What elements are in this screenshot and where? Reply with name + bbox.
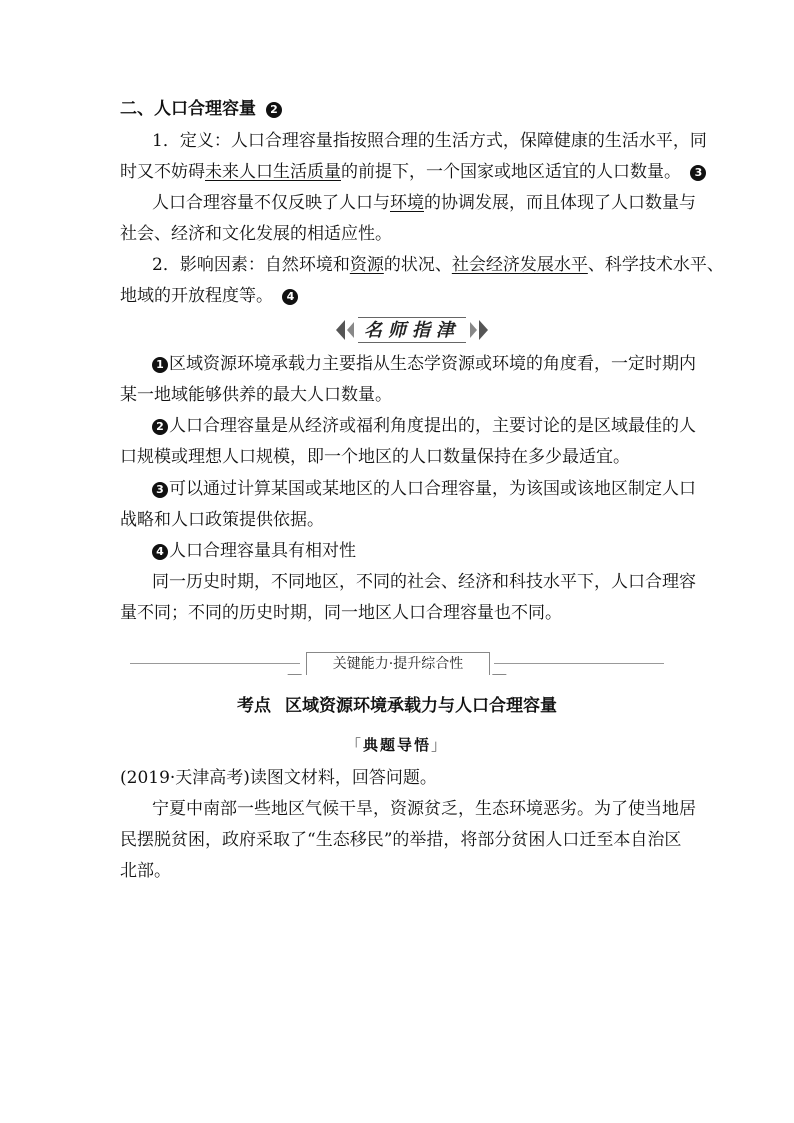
tip-line: 量不同；不同的历史时期，同一地区人口合理容量也不同。: [120, 603, 562, 623]
underlined-term: 未来人口生活质量: [205, 162, 341, 182]
factors-line: [152, 254, 724, 276]
text-span: 人口合理容量是从经济或福利角度提出的，主要讨论的是区域最佳的人: [169, 416, 696, 436]
text-span: 区域资源环境承载力主要指从生态学资源或环境的角度看，一定时期内: [169, 354, 696, 374]
text-span: 的状况、: [383, 255, 452, 275]
tip-line: [152, 353, 712, 375]
text-span: 人口合理容量不仅反映了人口与: [152, 193, 390, 213]
example-heading: [0, 735, 794, 755]
right-arrow-icon: [479, 320, 488, 340]
divider-rule: [494, 663, 664, 664]
text-span: 、科学技术水平、: [587, 255, 724, 275]
section-heading: [120, 98, 680, 120]
section-divider: [130, 652, 664, 674]
note-marker-4: 4: [282, 289, 298, 305]
note-marker-4: 4: [152, 544, 168, 560]
tip-line: [152, 478, 712, 500]
text-span: 可以通过计算某国或某地区的人口合理容量，为该国或该地区制定人口: [169, 479, 696, 499]
note-marker-2: 2: [152, 419, 168, 435]
factors-line: [120, 285, 680, 307]
text-span: 的前提下，一个国家或地区适宜的人口数量。: [341, 162, 681, 182]
exam-point-prefix: 考点: [237, 696, 271, 716]
text-span: 时又不妨碍: [120, 162, 205, 182]
tip-line: 战略和人口政策提供依据。: [120, 510, 324, 530]
left-arrow-icon: [347, 322, 354, 338]
exam-point-heading: [0, 695, 794, 717]
bracket-open: 「: [345, 736, 363, 754]
divider-label: 关键能力·提升综合性: [306, 652, 490, 675]
note-marker-3: 3: [152, 482, 168, 498]
paragraph-line: 社会、经济和文化发展的相适应性。: [120, 224, 392, 244]
tip-line: [152, 415, 712, 437]
underlined-term: 资源: [349, 255, 384, 275]
definition-line: [120, 161, 703, 183]
text-span: 人口合理容量具有相对性: [169, 541, 356, 561]
right-arrow-icon: [470, 322, 477, 338]
example-heading-title: 典题导悟: [362, 736, 431, 754]
question-line: 北部。: [120, 861, 171, 881]
exam-point-title: 区域资源环境承载力与人口合理容量: [285, 696, 557, 716]
tip-line: 口规模或理想人口规模，即一个地区的人口数量保持在多少最适宜。: [120, 447, 630, 467]
teacher-tips-banner: [336, 316, 488, 344]
definition-line: 1．定义：人口合理容量指按照合理的生活方式，保障健康的生活水平，同: [152, 131, 707, 151]
text-span: 地域的开放程度等。: [120, 286, 273, 306]
underlined-term: 环境: [390, 193, 424, 213]
divider-rule: [130, 663, 300, 664]
bracket-close: 」: [431, 736, 449, 754]
note-marker-1: 1: [152, 357, 168, 373]
tip-line: [152, 540, 712, 562]
tip-line: 某一地域能够供养的最大人口数量。: [120, 385, 392, 405]
paragraph-line: [152, 192, 712, 214]
question-source: (2019·天津高考)读图文材料，回答问题。: [120, 768, 437, 788]
note-marker-3: 3: [690, 165, 706, 181]
section-heading-text: 二、人口合理容量: [120, 99, 256, 119]
question-line: 民摆脱贫困，政府采取了“生态移民”的举措，将部分贫困人口迁至本自治区: [120, 830, 682, 850]
text-span: 的协调发展，而且体现了人口数量与: [424, 193, 696, 213]
text-span: 2．影响因素：自然环境和: [152, 255, 350, 275]
question-line: 宁夏中南部一些地区气候干旱，资源贫乏，生态环境恶劣。为了使当地居: [152, 799, 696, 819]
tip-line: 同一历史时期，不同地区，不同的社会、经济和科技水平下，人口合理容: [152, 572, 696, 592]
banner-title: 名师指津: [358, 317, 466, 343]
left-arrow-icon: [336, 320, 345, 340]
underlined-term: 社会经济发展水平: [451, 255, 588, 275]
note-marker-2: 2: [266, 102, 282, 118]
